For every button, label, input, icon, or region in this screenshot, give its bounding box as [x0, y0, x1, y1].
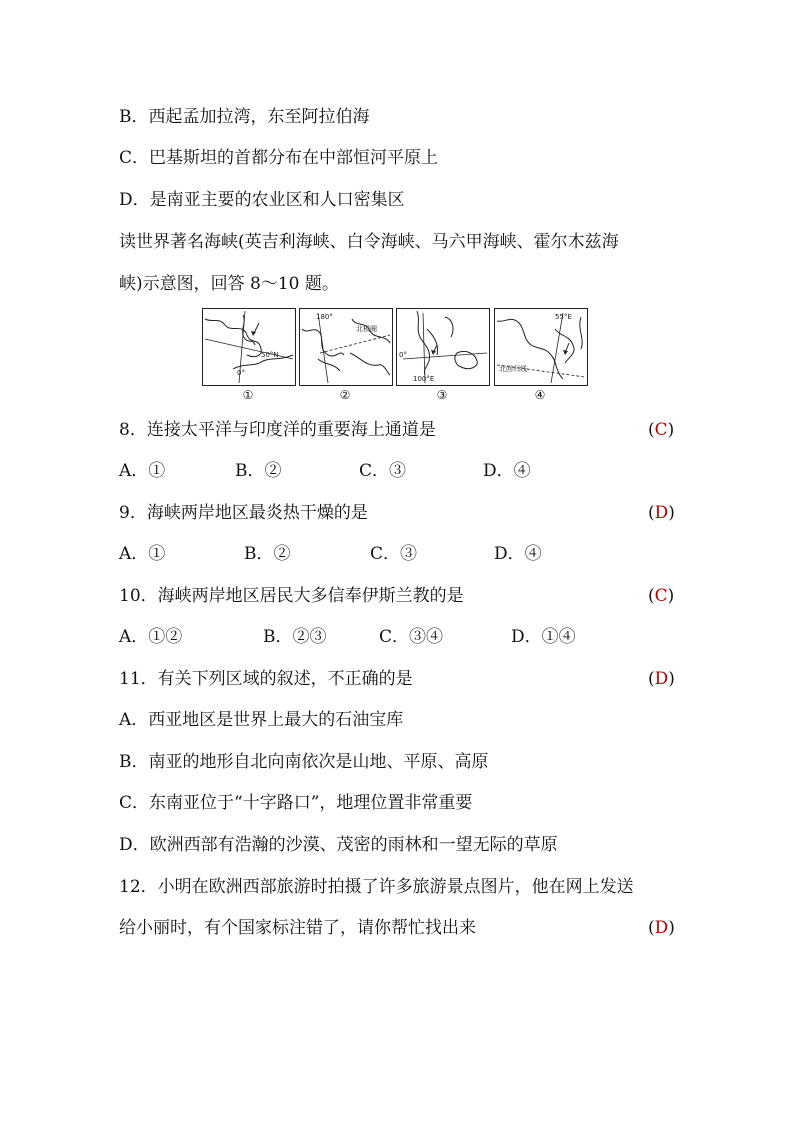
option-b: B．②③: [263, 627, 327, 647]
paren-open: (: [648, 586, 655, 606]
map-4-number: ④: [534, 388, 546, 402]
map-1-lon-label: 0°: [237, 369, 245, 377]
paren-close: ): [667, 420, 675, 440]
question-11-option-d: D．欧洲西部有浩瀚的沙漠、茂密的雨林和一望无际的草原: [119, 835, 558, 855]
map-1-lat-label: 50°N: [261, 351, 279, 359]
option-a: A．①: [119, 544, 166, 564]
map-3-drawing: [397, 309, 489, 385]
map-panel-3: [396, 308, 490, 386]
map-4-tropic-label: 北回归线: [499, 365, 527, 373]
paren-close: ): [668, 503, 675, 523]
answer-letter: C: [654, 586, 668, 606]
question-8-answer: [648, 418, 674, 442]
paren-open: (: [648, 420, 655, 440]
map-4-drawing: [495, 309, 587, 385]
option-b: B．②: [235, 461, 282, 481]
intro-line-1: 读世界著名海峡(英吉利海峡、白令海峡、马六甲海峡、霍尔木兹海: [119, 232, 619, 252]
answer-letter: D: [654, 503, 669, 523]
map-1-drawing: [203, 309, 295, 385]
option-d: D．④: [494, 544, 542, 564]
question-9-answer: [648, 501, 675, 525]
question-10-stem: 10．海峡两岸地区居民大多信奉伊斯兰教的是: [119, 586, 464, 606]
question-10-answer: [648, 584, 674, 608]
option-d: D．①④: [511, 627, 576, 647]
question-11-option-a: A．西亚地区是世界上最大的石油宝库: [119, 710, 404, 730]
paren-open: (: [648, 503, 655, 523]
question-11-stem: 11．有关下列区域的叙述，不正确的是: [119, 669, 413, 689]
paren-close: ): [668, 669, 675, 689]
option-a: A．①②: [119, 627, 183, 647]
question-8-stem: 8．连接太平洋与印度洋的重要海上通道是: [119, 420, 436, 440]
option-c: C．③④: [379, 627, 444, 647]
question-12-stem: 12．小明在欧洲西部旅游时拍摄了许多旅游景点图片，他在网上发送: [119, 877, 634, 897]
question-12-answer: [648, 916, 675, 940]
option-b: B．西起孟加拉湾，东至阿拉伯海: [119, 107, 370, 127]
map-panel-1: [202, 308, 296, 386]
question-9-stem: 9．海峡两岸地区最炎热干燥的是: [119, 503, 368, 523]
question-11-option-c: C．东南亚位于“十字路口”，地理位置非常重要: [119, 793, 473, 813]
map-1-number: ①: [242, 388, 254, 402]
paren-close: ): [667, 586, 675, 606]
option-c: C．③: [359, 461, 407, 481]
map-3-lat-label: 0°: [399, 351, 407, 359]
option-c: C．③: [370, 544, 418, 564]
map-2-drawing: [300, 309, 392, 385]
question-11-option-b: B．南亚的地形自北向南依次是山地、平原、高原: [119, 752, 489, 772]
map-2-circle-label: 北极圈: [356, 325, 377, 333]
map-panel-4: [494, 308, 588, 386]
option-d: D．是南亚主要的农业区和人口密集区: [119, 190, 405, 210]
question-11-answer: [648, 667, 675, 691]
map-2-number: ②: [339, 388, 351, 402]
map-panel-2: [299, 308, 393, 386]
answer-letter: C: [654, 420, 668, 440]
paren-open: (: [648, 918, 655, 938]
map-2-lon-label: 180°: [316, 313, 333, 321]
straits-figure: [200, 308, 592, 404]
answer-letter: D: [654, 918, 669, 938]
option-c: C．巴基斯坦的首都分布在中部恒河平原上: [119, 148, 439, 168]
option-b: B．②: [244, 544, 291, 564]
map-4-lon-label: 55°E: [555, 313, 572, 321]
option-a: A．①: [119, 461, 166, 481]
answer-letter: D: [654, 669, 669, 689]
intro-line-2: 峡)示意图，回答 8～10 题。: [119, 274, 339, 294]
question-12-stem-continued: 给小丽时，有个国家标注错了，请你帮忙找出来: [119, 918, 476, 938]
map-3-lon-label: 100°E: [413, 375, 435, 383]
paren-open: (: [648, 669, 655, 689]
paren-close: ): [668, 918, 675, 938]
map-3-number: ③: [436, 388, 448, 402]
option-d: D．④: [483, 461, 531, 481]
